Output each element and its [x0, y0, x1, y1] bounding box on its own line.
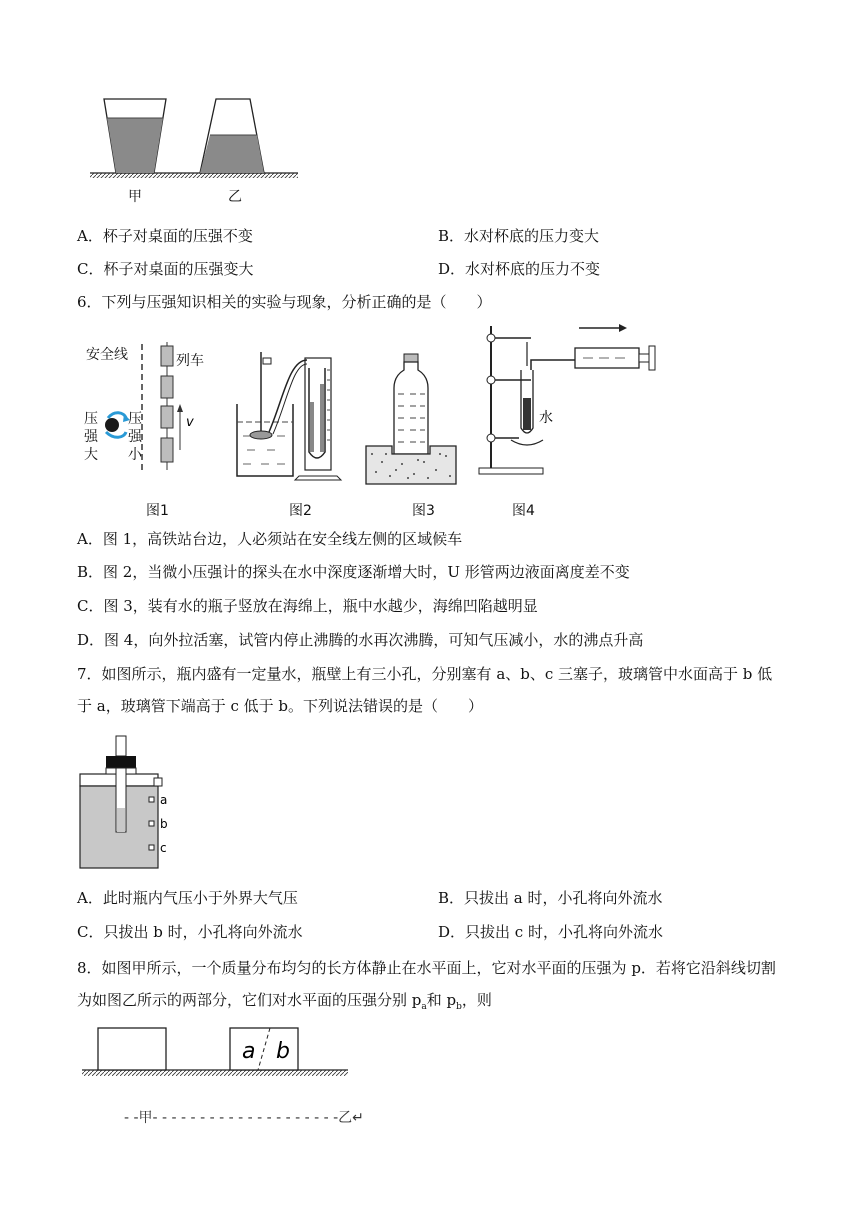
q7-option-d: D．只拔出 c 时，小孔将向外流水	[438, 923, 663, 941]
q7-bottle-figure	[80, 736, 190, 871]
q6-option-d: D．图 4，向外拉活塞，试管内停止沸腾的水再次沸腾，可知气压减小，水的沸点升高	[77, 631, 644, 649]
q5-option-a: A．杯子对桌面的压强不变	[77, 227, 253, 245]
q7-stem-line2: 于 a，玻璃管下端高于 c 低于 b。下列说法错误的是（ ）	[77, 697, 484, 715]
q5-cups-figure	[88, 95, 318, 185]
q8-sub-b: b	[456, 1002, 462, 1012]
q8-stem-line2-post: ，则	[461, 991, 492, 1009]
q6-stem: 6．下列与压强知识相关的实验与现象，分析正确的是（ ）	[77, 293, 492, 311]
q8-sub-a: a	[421, 1002, 427, 1012]
q8-stem-line2-pre: 为如图乙所示的两部分，它们对水平面的压强分别 p	[77, 991, 422, 1009]
q8-blocks-figure	[80, 1024, 355, 1084]
q8-stem-line2	[77, 990, 492, 1017]
q6-caption-fig3: 图3	[412, 503, 435, 519]
q6-fig4-water-label: 水	[539, 410, 553, 426]
q7-option-c: C．只拔出 b 时，小孔将向外流水	[77, 923, 303, 941]
q6-fig1-pressure-small-1: 压	[128, 411, 142, 427]
q6-fig1-v-label: v	[186, 415, 194, 430]
q5-option-c: C．杯子对桌面的压强变大	[77, 260, 254, 278]
q7-label-c: c	[160, 841, 167, 855]
q6-fig2-pressure-gauge	[233, 340, 353, 485]
q6-caption-fig4: 图4	[512, 503, 535, 519]
q6-caption-fig2: 图2	[289, 503, 312, 519]
q6-fig1-pressure-small-2: 强	[128, 429, 142, 445]
q5-label-yi: 乙	[228, 189, 242, 205]
q7-option-a: A．此时瓶内气压小于外界大气压	[77, 889, 298, 907]
q6-option-a: A．图 1，高铁站台边，人必须站在安全线左侧的区域候车	[77, 530, 463, 548]
q5-option-d: D．水对杯底的压力不变	[438, 260, 601, 278]
q6-fig4-syringe-apparatus	[475, 318, 665, 488]
q6-fig1-pressure-big-1: 压	[84, 411, 98, 427]
q6-option-b: B．图 2，当微小压强计的探头在水中深度逐渐增大时，U 形管两边液面离度差不变	[77, 563, 630, 581]
q6-option-c: C．图 3，装有水的瓶子竖放在海绵上，瓶中水越少，海绵凹陷越明显	[77, 597, 538, 615]
q6-fig1-pressure-big-2: 强	[84, 429, 98, 445]
q5-option-b: B．水对杯底的压力变大	[438, 227, 600, 245]
q6-caption-fig1: 图1	[146, 503, 169, 519]
q5-label-jia: 甲	[128, 189, 142, 205]
q8-stem-line1: 8．如图甲所示，一个质量分布均匀的长方体静止在水平面上，它对水平面的压强为 p．若将它沿斜线切割	[77, 959, 776, 977]
q6-fig1-safety-line-label: 安全线	[86, 347, 128, 363]
q7-option-b: B．只拔出 a 时，小孔将向外流水	[438, 889, 663, 907]
q8-stem-line2-mid: 和 p	[426, 991, 457, 1009]
q7-stem-line1: 7．如图所示，瓶内盛有一定量水，瓶壁上有三小孔，分别塞有 a、b、c 三塞子，玻璃管中水面高于 b 低	[77, 665, 773, 683]
q6-fig3-bottle-on-sponge	[362, 350, 462, 490]
q6-fig1-pressure-big-3: 大	[84, 447, 98, 463]
q7-label-a: a	[160, 793, 168, 807]
q8-label-b: b	[276, 1039, 290, 1064]
q6-fig1-pressure-small-3: 小	[128, 447, 142, 463]
q6-fig1-train-label: 列车	[176, 353, 204, 369]
q8-figure-caption: - -甲- - - - - - - - - - - - - - - - - - - -乙↵	[124, 1110, 364, 1126]
q7-label-b: b	[160, 817, 168, 831]
q8-label-a: a	[242, 1039, 256, 1064]
